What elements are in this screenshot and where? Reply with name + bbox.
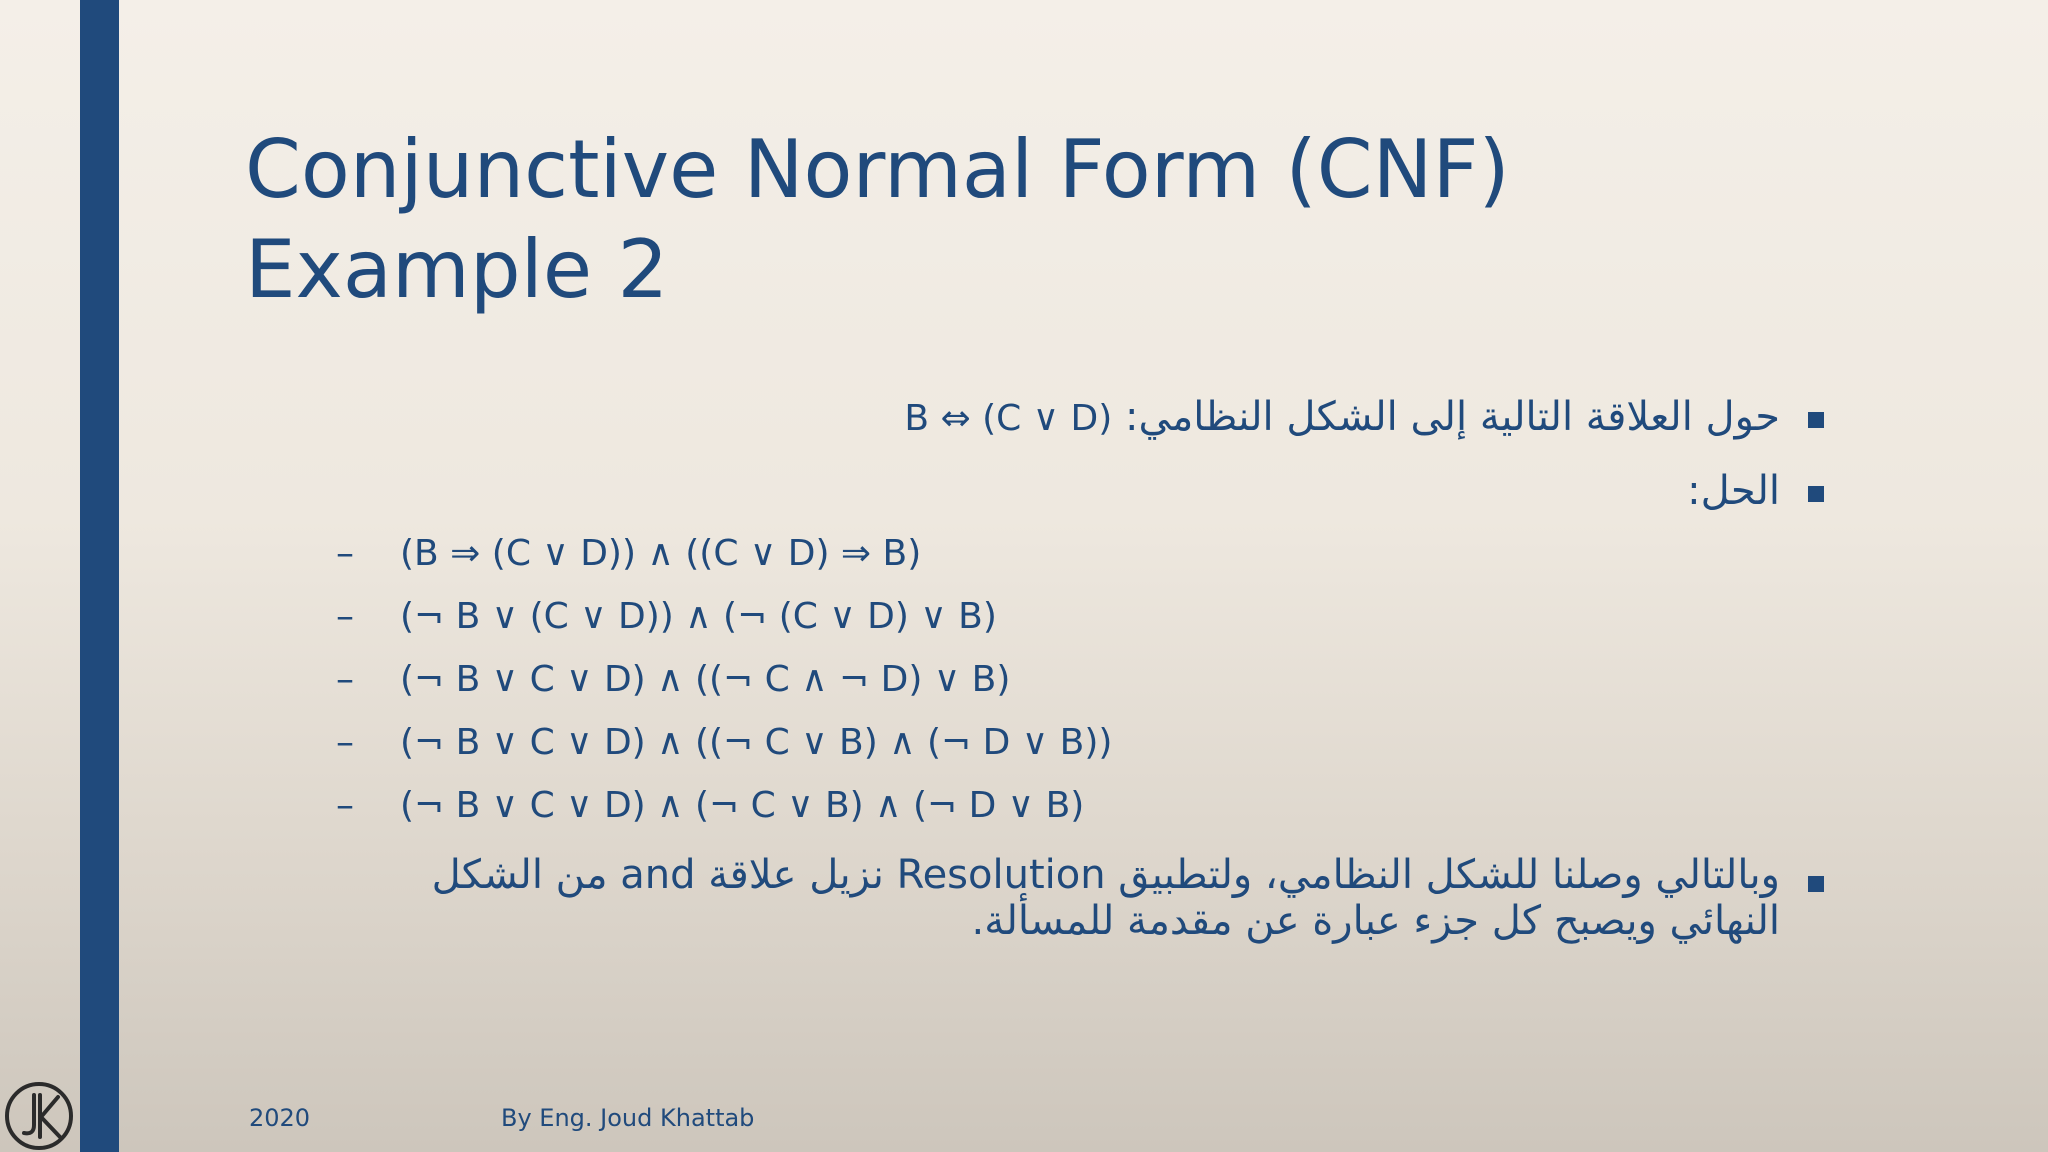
- conclusion-text: وبالتالي وصلنا للشكل النظامي، ولتطبيق Resolution نزيل علاقة and من الشكل النهائي ويصبح كل جزء عبارة عن مقدمة للمسألة.: [431, 852, 1780, 944]
- dash-marker: –: [336, 722, 354, 763]
- bullet-question-text: [868, 394, 1780, 442]
- question-text: حول العلاقة التالية إلى الشكل النظامي:: [1125, 394, 1780, 440]
- step-2-formula: (¬ B ∨ (C ∨ D)) ∧ (¬ (C ∨ D) ∨ B): [400, 596, 997, 637]
- title-line-1: Conjunctive Normal Form (CNF): [245, 123, 1510, 216]
- bullet-square-icon: [1808, 412, 1824, 428]
- question-formula: B ⇔ (C ∨ D): [904, 398, 1113, 439]
- title-line-2: Example 2: [245, 223, 669, 316]
- step-5: [336, 784, 1084, 828]
- bullet-square-icon: [1808, 486, 1824, 502]
- bullet-solution: [1687, 468, 1824, 514]
- dash-marker: –: [336, 659, 354, 700]
- footer-year: 2020: [249, 1104, 311, 1132]
- bullet-square-icon: [1808, 876, 1824, 892]
- footer-author: By Eng. Joud Khattab: [501, 1104, 755, 1132]
- dash-marker: –: [336, 785, 354, 826]
- step-1-formula: (B ⇒ (C ∨ D)) ∧ ((C ∨ D) ⇒ B): [400, 533, 922, 574]
- step-3-formula: (¬ B ∨ C ∨ D) ∧ ((¬ C ∧ ¬ D) ∨ B): [400, 659, 1011, 700]
- step-3: [336, 658, 1010, 702]
- dash-marker: –: [336, 596, 354, 637]
- dash-marker: –: [336, 533, 354, 574]
- bullet-conclusion: [324, 852, 1824, 944]
- step-4: [336, 721, 1112, 765]
- jk-monogram-icon: [4, 1081, 74, 1151]
- step-5-formula: (¬ B ∨ C ∨ D) ∧ (¬ C ∨ B) ∧ (¬ D ∨ B): [400, 785, 1085, 826]
- bullet-question: [868, 394, 1824, 442]
- solution-label: الحل:: [1687, 468, 1780, 514]
- step-4-formula: (¬ B ∨ C ∨ D) ∧ ((¬ C ∨ B) ∧ (¬ D ∨ B)): [400, 722, 1113, 763]
- step-1: [336, 532, 921, 576]
- step-2: [336, 595, 997, 639]
- slide-title: [245, 120, 1945, 320]
- accent-bar: [80, 0, 119, 1152]
